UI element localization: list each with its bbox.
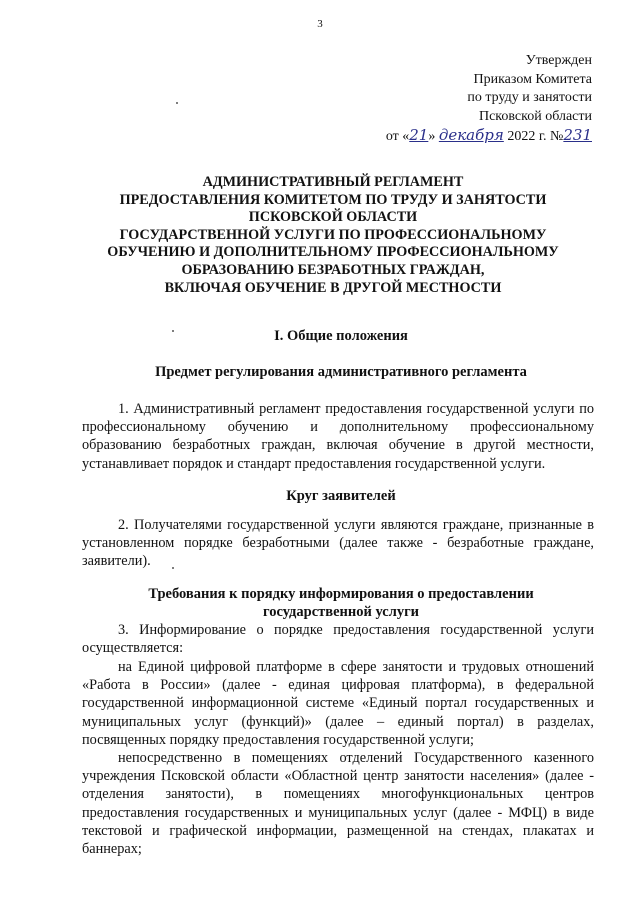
section-heading: I. Общие положения	[274, 328, 408, 344]
date-mid: »	[428, 129, 439, 144]
title-line: ОБРАЗОВАНИЮ БЕЗРАБОТНЫХ ГРАЖДАН,	[181, 261, 485, 278]
paragraph-2: 2. Получателями государственной услуги являются граждане, признанные в установленном порядке безработными (далее также - безработные граждане, заявители).	[82, 517, 594, 570]
title-line: ГОСУДАРСТВЕННОЙ УСЛУГИ ПО ПРОФЕССИОНАЛЬНОМУ	[119, 226, 547, 243]
paragraph-3: 3. Информирование о порядке предоставления государственной услуги осуществляется:	[82, 622, 594, 657]
heading-line: государственной услуги	[262, 604, 420, 620]
scan-speck	[176, 102, 178, 104]
document-title	[70, 174, 596, 297]
paragraph-5: непосредственно в помещениях отделений Государственного казенного учреждения Псковской области «Областной центр занятости населения» (далее - отделения занятости), в помещениях многофункциональных центров предоставления государственных и муниципальных услуг (далее - МФЦ) в виде текстовой и графической информации, размещенной на стендах, плакатах и баннерах;	[82, 750, 594, 858]
title-line: ОБУЧЕНИЮ И ДОПОЛНИТЕЛЬНОМУ ПРОФЕССИОНАЛЬНОМУ	[107, 244, 559, 261]
approval-line: Псковской области	[478, 108, 592, 124]
approval-date-line	[386, 126, 592, 147]
approval-line: Приказом Комитета	[473, 71, 592, 87]
handwritten-day: 21	[409, 126, 429, 144]
page-number: 3	[317, 18, 323, 30]
title-line: ВКЛЮЧАЯ ОБУЧЕНИЕ В ДРУГОЙ МЕСТНОСТИ	[164, 279, 502, 296]
paragraph-1: 1. Административный регламент предоставления государственной услуги по профессиональному обучению и дополнительному профессиональному образованию безработных граждан, включая обучение в другой местности, устанавливает порядок и стандарт предоставления государственной услуги.	[82, 401, 594, 472]
heading-line: Требования к порядку информирования о предоставлении	[148, 586, 534, 602]
date-prefix: от «	[385, 129, 410, 144]
title-line: ПСКОВСКОЙ ОБЛАСТИ	[248, 209, 418, 226]
title-line: АДМИНИСТРАТИВНЫЙ РЕГЛАМЕНТ	[202, 174, 464, 190]
scan-speck	[172, 567, 174, 569]
title-line: ПРЕДОСТАВЛЕНИЯ КОМИТЕТОМ ПО ТРУДУ И ЗАНЯТОСТИ	[119, 191, 547, 208]
approval-line: Утвержден	[525, 53, 592, 68]
subsection-heading	[78, 585, 604, 621]
paragraph-4: на Единой цифровой платформе в сфере занятости и трудовых отношений «Работа в России» (далее - единая цифровая платформа), в федеральной государственной информационной системе «Единый портал государственных и муниципальных услуг (функций)» (далее – единый портал) в разделах, посвященных порядку предоставления государственной услуги;	[82, 659, 594, 748]
approval-block	[386, 52, 592, 147]
handwritten-month: декабря	[438, 126, 504, 144]
handwritten-number: 231	[563, 126, 592, 144]
subsection-heading: Предмет регулирования административного регламента	[155, 364, 527, 380]
subsection-heading: Круг заявителей	[286, 488, 396, 504]
approval-line: по труду и занятости	[467, 90, 592, 105]
date-year: 2022 г. №	[503, 129, 564, 144]
